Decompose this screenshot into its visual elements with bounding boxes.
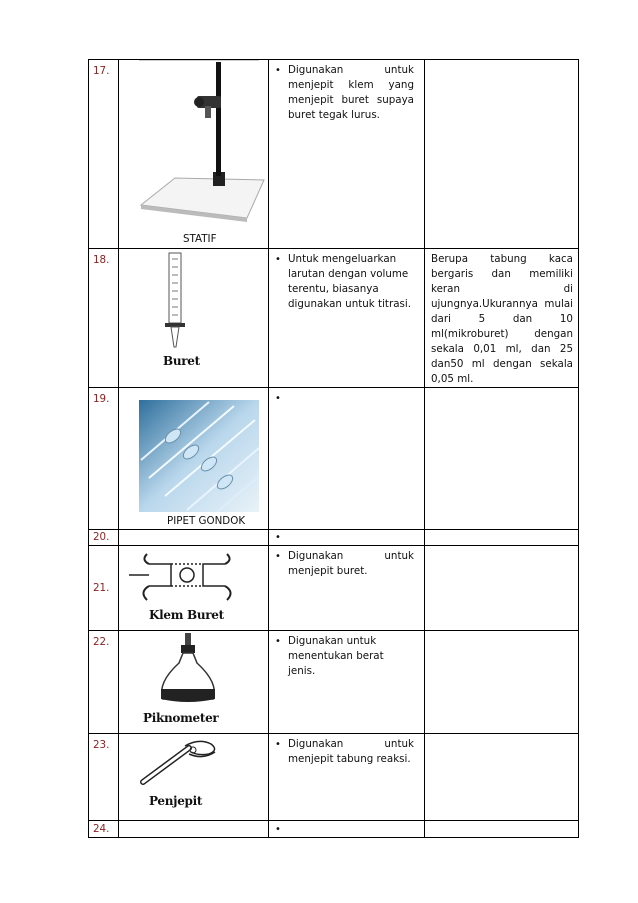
row-number: 19.	[89, 388, 119, 530]
table-row	[89, 530, 579, 546]
image-cell	[119, 631, 269, 734]
function-text: Digunakan untuk menentukan berat jenis.	[288, 635, 384, 677]
table-row	[89, 60, 579, 249]
description-cell	[425, 546, 579, 631]
row-number	[89, 546, 119, 631]
function-text	[288, 391, 414, 406]
function-cell	[269, 631, 425, 734]
function-cell	[269, 821, 425, 838]
description-cell	[425, 388, 579, 530]
lab-equipment-table	[88, 59, 579, 838]
function-cell	[269, 388, 425, 530]
function-text: Untuk mengeluarkan larutan dengan volume terentu, biasanya digunakan untuk titrasi.	[288, 253, 412, 310]
klem-buret-image	[127, 546, 247, 606]
image-caption: Piknometer	[143, 711, 219, 725]
function-text	[288, 822, 414, 837]
function-text: Digunakan untuk menjepit tabung reaksi.	[288, 738, 414, 765]
row-number: 23.	[89, 734, 119, 821]
function-text: Digunakan untuk menjepit buret.	[288, 550, 414, 577]
image-cell	[119, 60, 269, 249]
function-cell	[269, 60, 425, 249]
description-cell: Berupa tabung kaca bergaris dan memiliki keran di ujungnya.Ukurannya mulai dari 5 dan 10 ml(mikroburet) dengan sekala 0,01 ml, dan 25 dan50 ml dengan sekala 0,05 ml.	[425, 249, 579, 388]
function-text	[288, 530, 414, 545]
function-cell	[269, 249, 425, 388]
bullet: •	[275, 532, 281, 543]
penjepit-image	[133, 738, 223, 788]
image-cell	[119, 388, 269, 530]
row-number: 22.	[89, 631, 119, 734]
statif-image	[119, 60, 269, 230]
image-cell	[119, 546, 269, 631]
row-number: 24.	[89, 821, 119, 838]
function-cell	[269, 530, 425, 546]
function-text: Digunakan untuk menjepit klem yang menjepit buret supaya buret tegak lurus.	[288, 64, 414, 121]
table-row	[89, 631, 579, 734]
bullet: •	[275, 254, 281, 265]
row-number: 20.	[89, 530, 119, 546]
table-row	[89, 821, 579, 838]
buret-image	[119, 249, 269, 369]
table-row	[89, 249, 579, 388]
image-caption: PIPET GONDOK	[167, 515, 246, 527]
row-number: 18.	[89, 249, 119, 388]
row-number-text: 21.	[93, 581, 110, 594]
description-cell	[425, 734, 579, 821]
description-cell	[425, 821, 579, 838]
description-cell	[425, 530, 579, 546]
bullet: •	[275, 824, 281, 835]
image-cell	[119, 821, 269, 838]
row-number: 17.	[89, 60, 119, 249]
description-cell	[425, 60, 579, 249]
image-cell	[119, 734, 269, 821]
function-cell	[269, 546, 425, 631]
description-cell	[425, 631, 579, 734]
image-caption: Buret	[163, 354, 200, 368]
piknometer-image	[147, 633, 227, 707]
image-cell	[119, 249, 269, 388]
image-cell	[119, 530, 269, 546]
image-caption: STATIF	[183, 233, 217, 245]
bullet: •	[275, 551, 281, 562]
bullet: •	[275, 739, 281, 750]
image-caption: Klem Buret	[149, 608, 224, 622]
bullet: •	[275, 65, 281, 76]
bullet: •	[275, 393, 281, 404]
image-caption: Penjepit	[149, 794, 203, 808]
function-cell	[269, 734, 425, 821]
table-row	[89, 734, 579, 821]
bullet: •	[275, 636, 281, 647]
pipet-gondok-image	[139, 400, 259, 512]
table-row	[89, 546, 579, 631]
table-row	[89, 388, 579, 530]
